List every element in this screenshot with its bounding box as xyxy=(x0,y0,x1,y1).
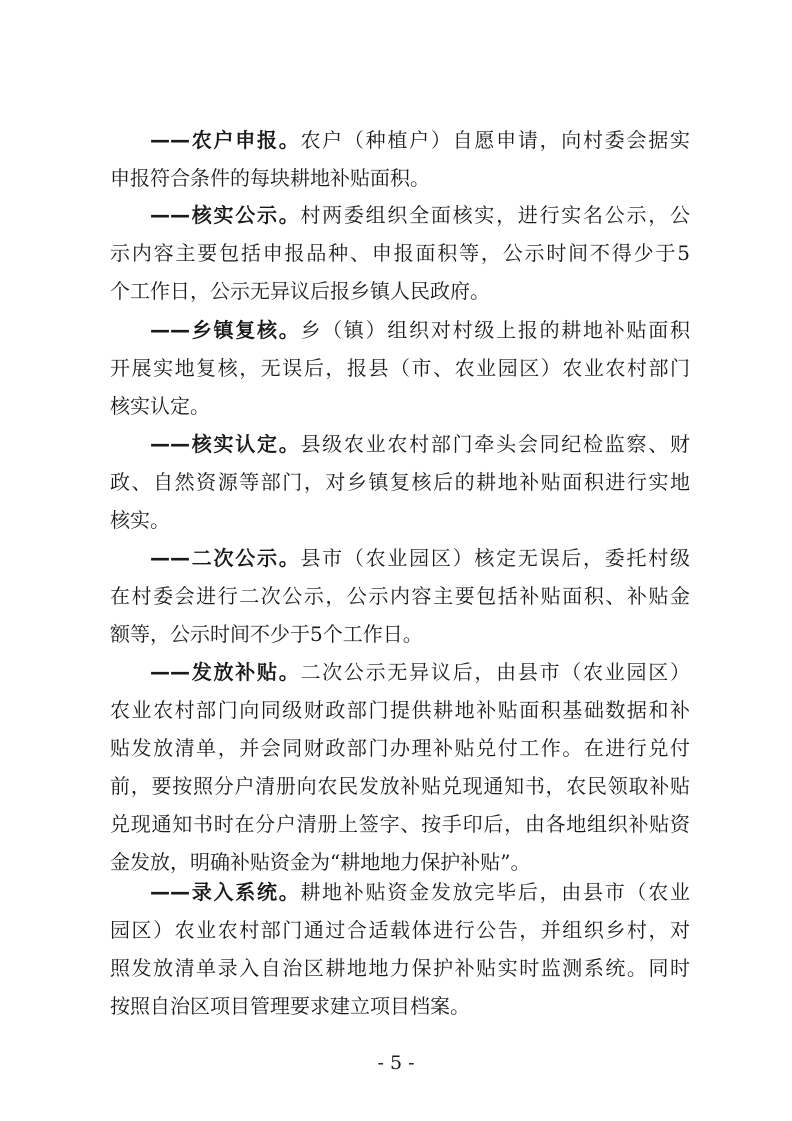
paragraph-heading: ——核实认定。 xyxy=(150,432,301,456)
paragraph-line xyxy=(110,121,690,159)
paragraph-text: 耕地补贴资金发放完毕后，由县市（农业 xyxy=(300,880,691,904)
paragraph-text: 村两委组织全面核实，进行实名公示，公 xyxy=(300,203,691,227)
paragraph-verification-notice xyxy=(110,196,690,310)
paragraph-subsidy-payment xyxy=(110,653,690,881)
paragraph-line: 核实。 xyxy=(110,508,170,532)
paragraph-text: 农户（种植户）自愿申请，向村委会据实 xyxy=(300,128,691,152)
paragraph-line: 政、自然资源等部门，对乡镇复核后的耕地补贴面积进行实地 xyxy=(110,470,690,494)
paragraph-line: 核实认定。 xyxy=(110,394,210,418)
paragraph-line xyxy=(110,873,690,911)
paragraph-line xyxy=(110,539,690,577)
paragraph-line xyxy=(110,425,690,463)
paragraph-line: 个工作日，公示无异议后报乡镇人民政府。 xyxy=(110,279,490,303)
paragraph-heading: ——农户申报。 xyxy=(150,128,301,152)
paragraph-township-review xyxy=(110,311,690,425)
paragraph-heading: ——核实公示。 xyxy=(150,203,301,227)
paragraph-line: 兑现通知书时在分户清册上签字、按手印后，由各地组织补贴资 xyxy=(110,812,690,836)
paragraph-line: 额等，公示时间不少于5个工作日。 xyxy=(110,622,423,646)
paragraph-line: 照发放清单录入自治区耕地地力保护补贴实时监测系统。同时 xyxy=(110,956,690,980)
paragraph-line xyxy=(110,653,690,691)
paragraph-second-notice xyxy=(110,539,690,653)
paragraph-verification-confirm xyxy=(110,425,690,539)
paragraph-line: 金发放，明确补贴资金为“耕地地力保护补贴”。 xyxy=(110,850,531,874)
paragraph-text: 县级农业农村部门牵头会同纪检监察、财 xyxy=(300,432,691,456)
paragraph-line: 申报符合条件的每块耕地补贴面积。 xyxy=(110,166,430,190)
paragraph-heading: ——录入系统。 xyxy=(150,880,301,904)
paragraph-heading: ——发放补贴。 xyxy=(150,660,301,684)
paragraph-text: 乡（镇）组织对村级上报的耕地补贴面积 xyxy=(300,318,691,342)
paragraph-line: 示内容主要包括申报品种、申报面积等，公示时间不得少于5 xyxy=(110,241,690,265)
paragraph-line: 按照自治区项目管理要求建立项目档案。 xyxy=(110,994,470,1018)
paragraph-line: 农业农村部门向同级财政部门提供耕地补贴面积基础数据和补 xyxy=(110,698,690,722)
paragraph-heading: ——乡镇复核。 xyxy=(150,318,301,342)
paragraph-line: 园区）农业农村部门通过合适载体进行公告，并组织乡村，对 xyxy=(110,918,690,942)
paragraph-line xyxy=(110,196,690,234)
paragraph-line: 前，要按照分户清册向农民发放补贴兑现通知书，农民领取补贴 xyxy=(110,774,690,798)
paragraph-text: 县市（农业园区）核定无误后，委托村级 xyxy=(300,546,691,570)
paragraph-line: 在村委会进行二次公示，公示内容主要包括补贴面积、补贴金 xyxy=(110,584,690,608)
paragraph-line: 开展实地复核，无误后，报县（市、农业园区）农业农村部门 xyxy=(110,356,690,380)
paragraph-line: 贴发放清单，并会同财政部门办理补贴兑付工作。在进行兑付 xyxy=(110,736,690,760)
paragraph-system-entry xyxy=(110,873,690,1025)
paragraph-farmer-declaration xyxy=(110,121,690,197)
paragraph-text: 二次公示无异议后，由县市（农业园区） xyxy=(300,660,691,684)
paragraph-heading: ——二次公示。 xyxy=(150,546,301,570)
paragraph-line xyxy=(110,311,690,349)
page-number: - 5 - xyxy=(377,1052,415,1074)
